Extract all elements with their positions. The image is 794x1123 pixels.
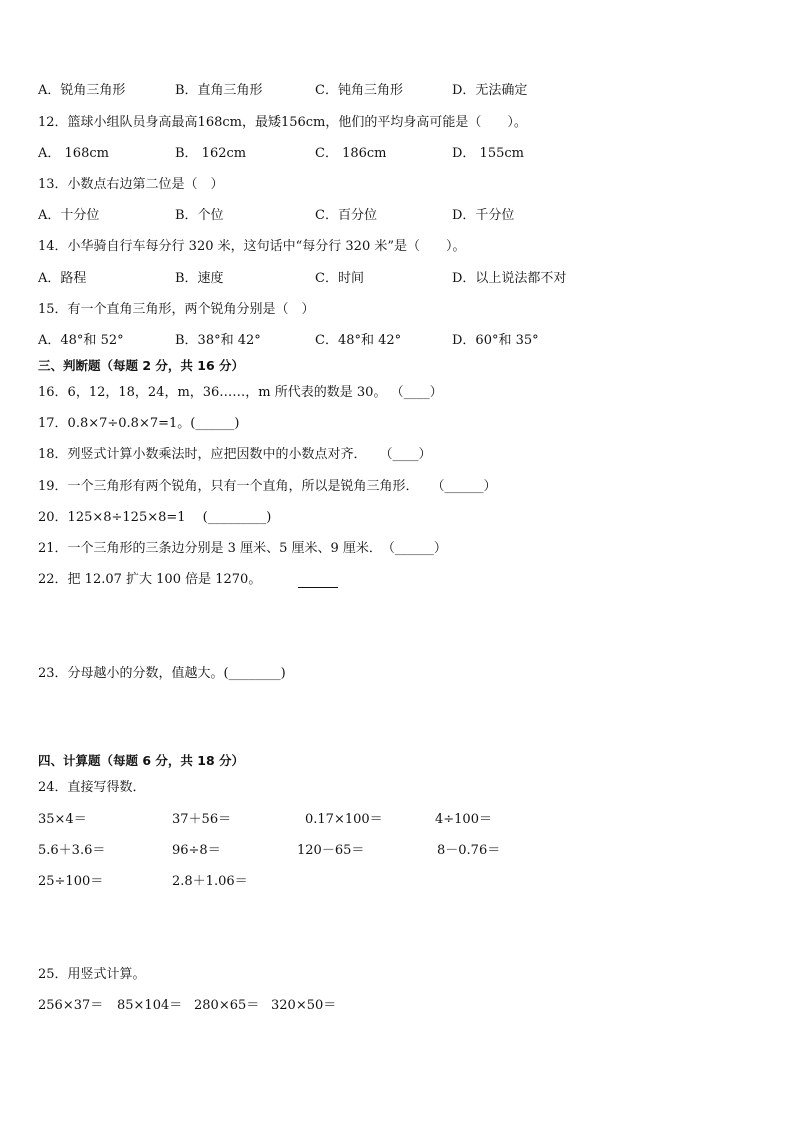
q11-option-b: B．直角三角形	[175, 83, 263, 98]
q15-option-b: B．38°和 42°	[175, 333, 261, 348]
q11-options	[38, 82, 758, 100]
q13-option-a: A．十分位	[38, 208, 100, 223]
q11-option-a: A．锐角三角形	[38, 83, 126, 98]
q22-answer-blank[interactable]	[298, 573, 338, 588]
q24-row-3	[38, 873, 758, 891]
q24-expression: 8－0.76＝	[437, 843, 501, 858]
q24-expression: 2.8＋1.06＝	[172, 874, 248, 889]
q21-statement: 21．一个三角形的三条边分别是 3 厘米、5 厘米、9 厘米． （______）	[38, 541, 447, 556]
q15-option-d: D．60°和 35°	[452, 333, 539, 348]
q15-option-c: C．48°和 42°	[315, 333, 402, 348]
q15-options	[38, 332, 758, 350]
section-4-heading: 四、计算题（每题 6 分，共 18 分）	[38, 753, 245, 768]
q12-option-b: B． 162cm	[175, 146, 247, 161]
q25-stem: 25．用竖式计算。	[38, 967, 146, 982]
q18-statement: 18．列竖式计算小数乘法时，应把因数中的小数点对齐． （____）	[38, 447, 432, 462]
q13-option-b: B．个位	[175, 208, 224, 223]
q14-options	[38, 270, 758, 288]
q13-option-d: D．千分位	[452, 208, 515, 223]
q12-stem: 12．篮球小组队员身高最高168cm，最矮156cm，他们的平均身高可能是（ ）。	[38, 115, 527, 130]
q13-option-c: C．百分位	[315, 208, 377, 223]
q24-expression: 5.6＋3.6＝	[38, 843, 106, 858]
q13-options	[38, 207, 758, 225]
q24-expression: 0.17×100＝	[305, 812, 383, 827]
q24-expression: 37＋56＝	[172, 812, 232, 827]
q24-stem: 24．直接写得数．	[38, 780, 146, 795]
q12-option-d: D． 155cm	[452, 146, 524, 161]
q14-option-d: D．以上说法都不对	[452, 271, 567, 286]
q24-expression: 96÷8＝	[172, 843, 221, 858]
q14-option-a: A．路程	[38, 271, 87, 286]
q15-stem: 15．有一个直角三角形，两个锐角分别是（ ）	[38, 302, 315, 317]
q14-option-c: C．时间	[315, 271, 364, 286]
q12-option-a: A． 168cm	[38, 146, 109, 161]
q24-expression: 35×4＝	[38, 812, 87, 827]
q24-row-2	[38, 842, 758, 860]
q22-statement: 22．把 12.07 扩大 100 倍是 1270。	[38, 572, 262, 587]
q13-stem: 13．小数点右边第二位是（ ）	[38, 177, 224, 192]
q16-statement: 16．6，12，18，24，m，36……，m 所代表的数是 30。 （____）	[38, 385, 443, 400]
q25-items	[38, 997, 758, 1015]
q24-expression: 120－65＝	[297, 843, 365, 858]
q19-statement: 19．一个三角形有两个锐角，只有一个直角，所以是锐角三角形． （______）	[38, 479, 497, 494]
q20-statement: 20．125×8÷125×8=1 (_________)	[38, 510, 272, 525]
q23-statement: 23．分母越小的分数，值越大。(________)	[38, 666, 286, 681]
q12-options	[38, 145, 758, 163]
q24-row-1	[38, 811, 758, 829]
q25-expression: 256×37＝	[38, 998, 104, 1013]
q25-expression: 85×104＝	[117, 998, 183, 1013]
q14-option-b: B．速度	[175, 271, 224, 286]
q25-expression: 320×50＝	[271, 998, 337, 1013]
q25-expression: 280×65＝	[194, 998, 260, 1013]
q24-expression: 25÷100＝	[38, 874, 104, 889]
q24-expression: 4÷100＝	[435, 812, 492, 827]
q11-option-c: C．钝角三角形	[315, 83, 403, 98]
q17-statement: 17．0.8×7÷0.8×7=1。(______)	[38, 416, 240, 431]
q11-option-d: D．无法确定	[452, 83, 528, 98]
q12-option-c: C． 186cm	[315, 146, 387, 161]
section-3-heading: 三、判断题（每题 2 分，共 16 分）	[38, 358, 245, 373]
q15-option-a: A．48°和 52°	[38, 333, 124, 348]
q14-stem: 14．小华骑自行车每分行 320 米，这句话中“每分行 320 米”是（ ）。	[38, 239, 466, 254]
